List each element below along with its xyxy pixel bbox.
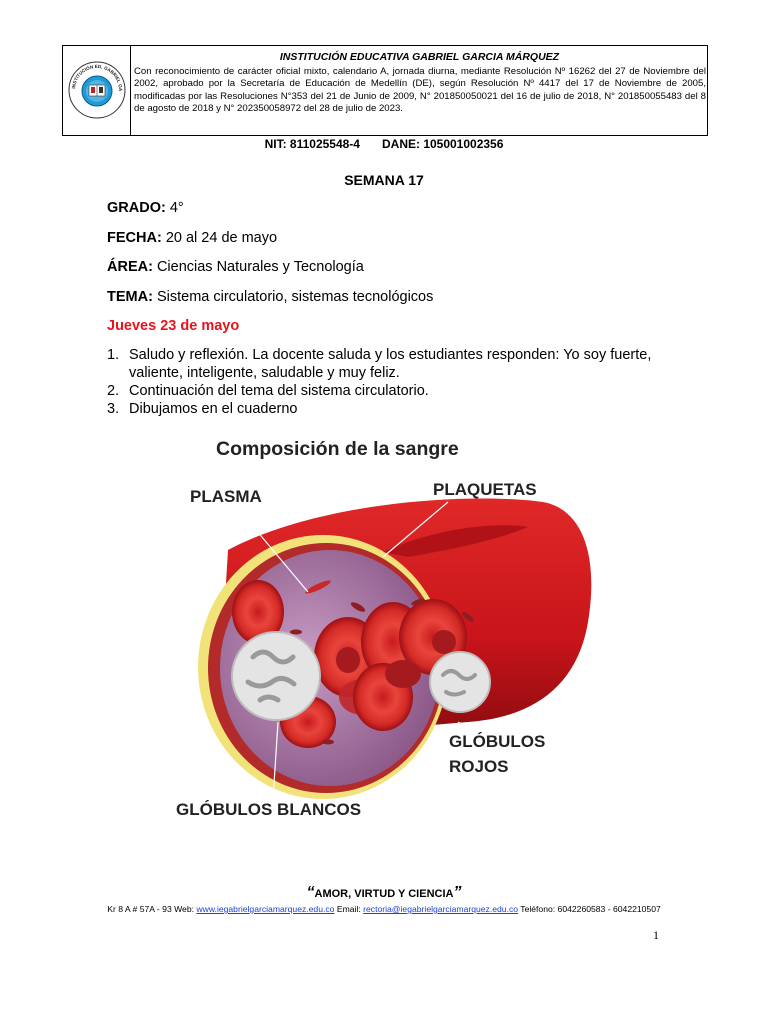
list-number: 1. (107, 347, 120, 363)
field-label: FECHA: (107, 230, 162, 246)
footer-phone: Teléfono: 6042260583 - 6042210507 (520, 904, 661, 914)
plasma-label: PLASMA (190, 487, 262, 506)
footer-contact (0, 904, 768, 914)
footer-motto (0, 884, 768, 902)
figure-title: Composición de la sangre (216, 438, 459, 460)
list-item (107, 382, 697, 400)
list-number: 2. (107, 383, 120, 399)
field-label: ÁREA: (107, 259, 153, 275)
email-link[interactable]: rectoria@iegabrielgarciamarquez.edu.co (363, 904, 519, 914)
field-value: Sistema circulatorio, sistemas tecnológicos (156, 289, 434, 305)
white-blood-cell (430, 652, 490, 712)
institution-ids (0, 137, 768, 151)
institution-resolution-text: Con reconocimiento de carácter oficial mixto, calendario A, jornada diurna, mediante Resolución Nº 16262 del 27 de Noviembre del 2002, aprobado por la Secretaría de Educación de Medellín (DE), según Resolución Nº 4417 del 17 de Noviembre de 2005, modificadas por las Resoluciones N°353 del 21 de Junio de 2009, N° 201850050021 del 16 de julio de 2018, N° 201850055483 del 8 de agosto de 2018 y N° 202350058972 del 28 de julio de 2023. (134, 66, 706, 115)
field-value: 4° (169, 200, 184, 216)
logo-text: INSTITUCIÓN ED. GABRIEL GA (71, 63, 124, 92)
field-label: GRADO: (107, 200, 166, 216)
white-blood-cell (232, 632, 320, 720)
field-grado (107, 200, 184, 216)
list-item (107, 400, 697, 418)
globulos-blancos-label: GLÓBULOS BLANCOS (176, 800, 362, 819)
website-link[interactable]: www.iegabrielgarciamarquez.edu.co (196, 904, 335, 914)
institution-title: INSTITUCIÓN EDUCATIVA GABRIEL GARCIA MÁRQUEZ (279, 51, 560, 63)
logo-cell (63, 46, 131, 135)
institution-header (62, 45, 708, 136)
open-quote-glyph: “ (306, 884, 315, 901)
email-label: Email: (336, 904, 361, 914)
list-text: Saludo y reflexión. La docente saluda y los estudiantes responden: Yo soy fuerte, valiente, inteligente, saludable y muy feliz. (129, 347, 652, 381)
list-text: Dibujamos en el cuaderno (129, 401, 298, 417)
motto-text: AMOR, VIRTUD Y CIENCIA (314, 888, 454, 900)
day-heading: Jueves 23 de mayo (107, 318, 240, 334)
week-heading: SEMANA 17 (344, 172, 424, 188)
steps-list (107, 346, 697, 418)
plaquetas-label: PLAQUETAS (433, 480, 537, 499)
globulos-rojos-label-line1: GLÓBULOS (449, 732, 546, 751)
globulos-rojos-label-line2: ROJOS (449, 757, 509, 776)
list-item (107, 346, 697, 382)
list-text: Continuación del tema del sistema circulatorio. (129, 383, 429, 399)
nit: NIT: 811025548-4 (264, 137, 360, 151)
blood-composition-figure (168, 432, 608, 832)
field-value: 20 al 24 de mayo (165, 230, 278, 246)
field-tema (107, 289, 433, 305)
field-label: TEMA: (107, 289, 153, 305)
page-number: 1 (653, 928, 659, 942)
field-fecha (107, 230, 277, 246)
close-quote-glyph: ” (453, 884, 462, 901)
footer-address: Kr 8 A # 57A - 93 Web: (107, 904, 195, 914)
list-number: 3. (107, 401, 120, 417)
field-area (107, 259, 364, 275)
institution-logo (67, 60, 127, 120)
dane: DANE: 105001002356 (381, 137, 504, 151)
field-value: Ciencias Naturales y Tecnología (156, 259, 364, 275)
